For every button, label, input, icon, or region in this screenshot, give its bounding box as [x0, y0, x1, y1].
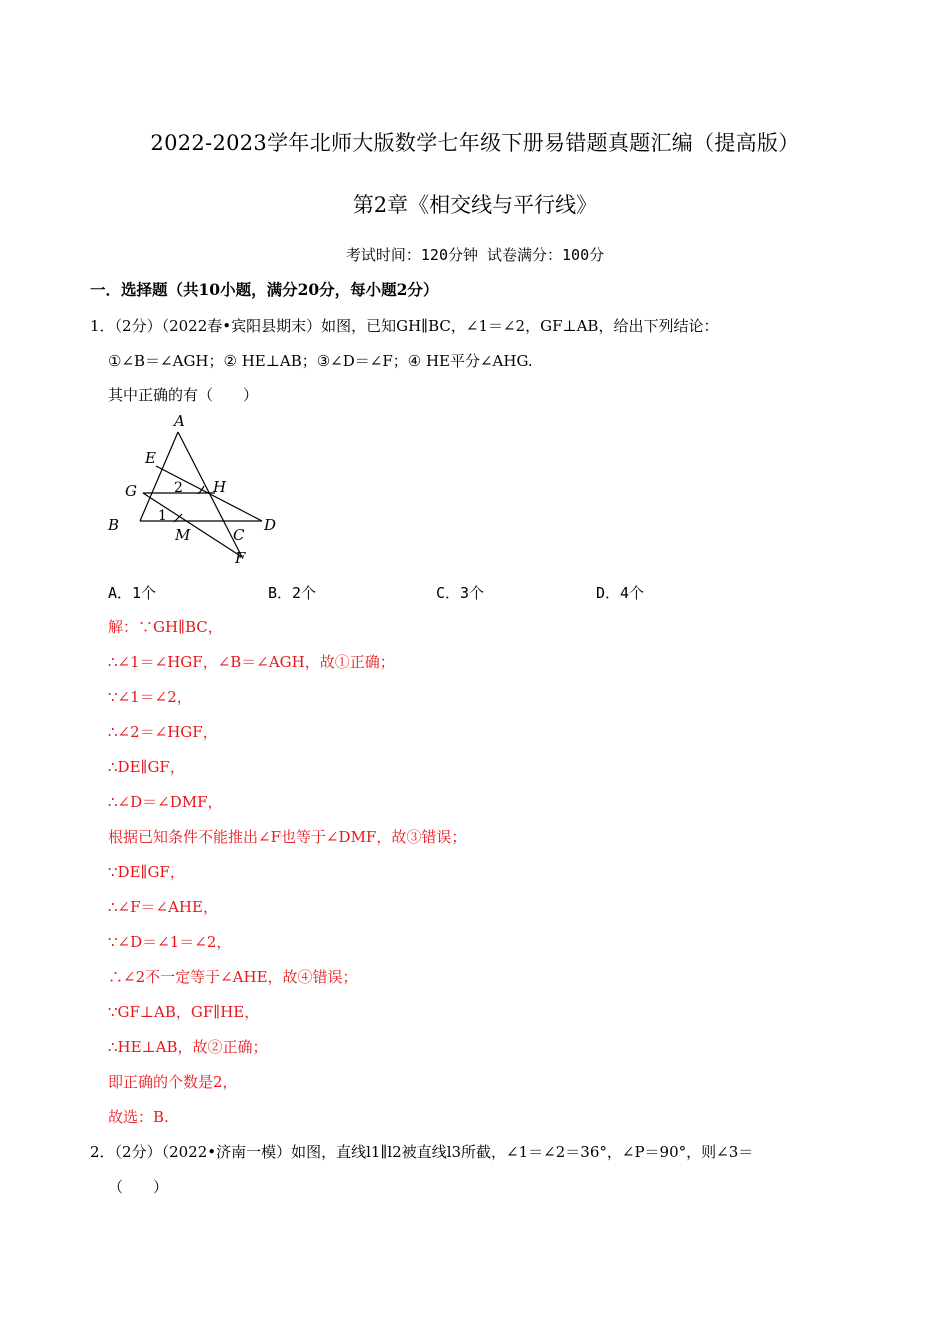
- solution-line: ∴HE⊥AB，故②正确；: [108, 1038, 268, 1056]
- chapter-title: 第2章《相交线与平行线》: [352, 193, 598, 217]
- option-a: A．1个: [108, 584, 157, 602]
- question-2-blank: （ ）: [108, 1178, 169, 1196]
- exam-info: 考试时间：120分钟 试卷满分：100分: [345, 246, 605, 264]
- option-d: D．4个: [596, 584, 645, 602]
- question-2-stem: 2．（2分）（2022•济南一模）如图，直线l1∥l2被直线l3所截，∠1＝∠2＝36°，∠P＝90°，则∠3＝: [90, 1143, 754, 1161]
- solution-line: ∵∠1＝∠2，: [108, 688, 192, 706]
- question-1-prompt: 其中正确的有（ ）: [108, 386, 259, 404]
- question-1-stem: 1．（2分）（2022春•宾阳县期末）如图，已知GH∥BC，∠1＝∠2，GF⊥AB，给出下列结论：: [90, 317, 719, 335]
- solution-line: ∴∠2＝∠HGF，: [108, 723, 218, 741]
- label-f: F: [235, 549, 246, 567]
- document-title: 2022-2023学年北师大版数学七年级下册易错题真题汇编（提高版）: [150, 131, 800, 155]
- question-1-figure: [100, 410, 290, 570]
- option-b: B．2个: [268, 584, 317, 602]
- label-d: D: [264, 516, 277, 534]
- label-a: A: [174, 412, 185, 430]
- label-angle-2: 2: [174, 480, 183, 496]
- label-e: E: [145, 449, 156, 467]
- solution-line: ∴∠F＝∠AHE，: [108, 898, 218, 916]
- solution-line: 解：∵GH∥BC，: [108, 618, 223, 636]
- label-g: G: [125, 482, 137, 500]
- label-h: H: [213, 478, 227, 496]
- solution-line: ∵GF⊥AB，GF∥HE，: [108, 1003, 260, 1021]
- label-b: B: [108, 516, 120, 534]
- label-c: C: [233, 526, 245, 544]
- solution-line: ∴∠D＝∠DMF，: [108, 793, 223, 811]
- solution-line: ∴∠2不一定等于∠AHE，故④错误；: [108, 968, 358, 986]
- solution-line: ∵DE∥GF，: [108, 863, 185, 881]
- solution-line: 即正确的个数是2，: [108, 1073, 238, 1091]
- solution-line: ∵∠D＝∠1＝∠2，: [108, 933, 232, 951]
- solution-line: ∴DE∥GF，: [108, 758, 185, 776]
- question-1-conclusions: ①∠B＝∠AGH；② HE⊥AB；③∠D＝∠F；④ HE平分∠AHG.: [108, 352, 533, 370]
- option-c: C．3个: [436, 584, 485, 602]
- label-angle-1: 1: [158, 508, 167, 524]
- solution-answer: 故选：B.: [108, 1108, 169, 1126]
- section-heading: 一．选择题（共10小题，满分20分，每小题2分）: [90, 280, 439, 299]
- label-m: M: [175, 526, 191, 544]
- solution-line: ∴∠1＝∠HGF，∠B＝∠AGH，故①正确；: [108, 653, 395, 671]
- solution-line: 根据已知条件不能推出∠F也等于∠DMF，故③错误；: [108, 828, 467, 846]
